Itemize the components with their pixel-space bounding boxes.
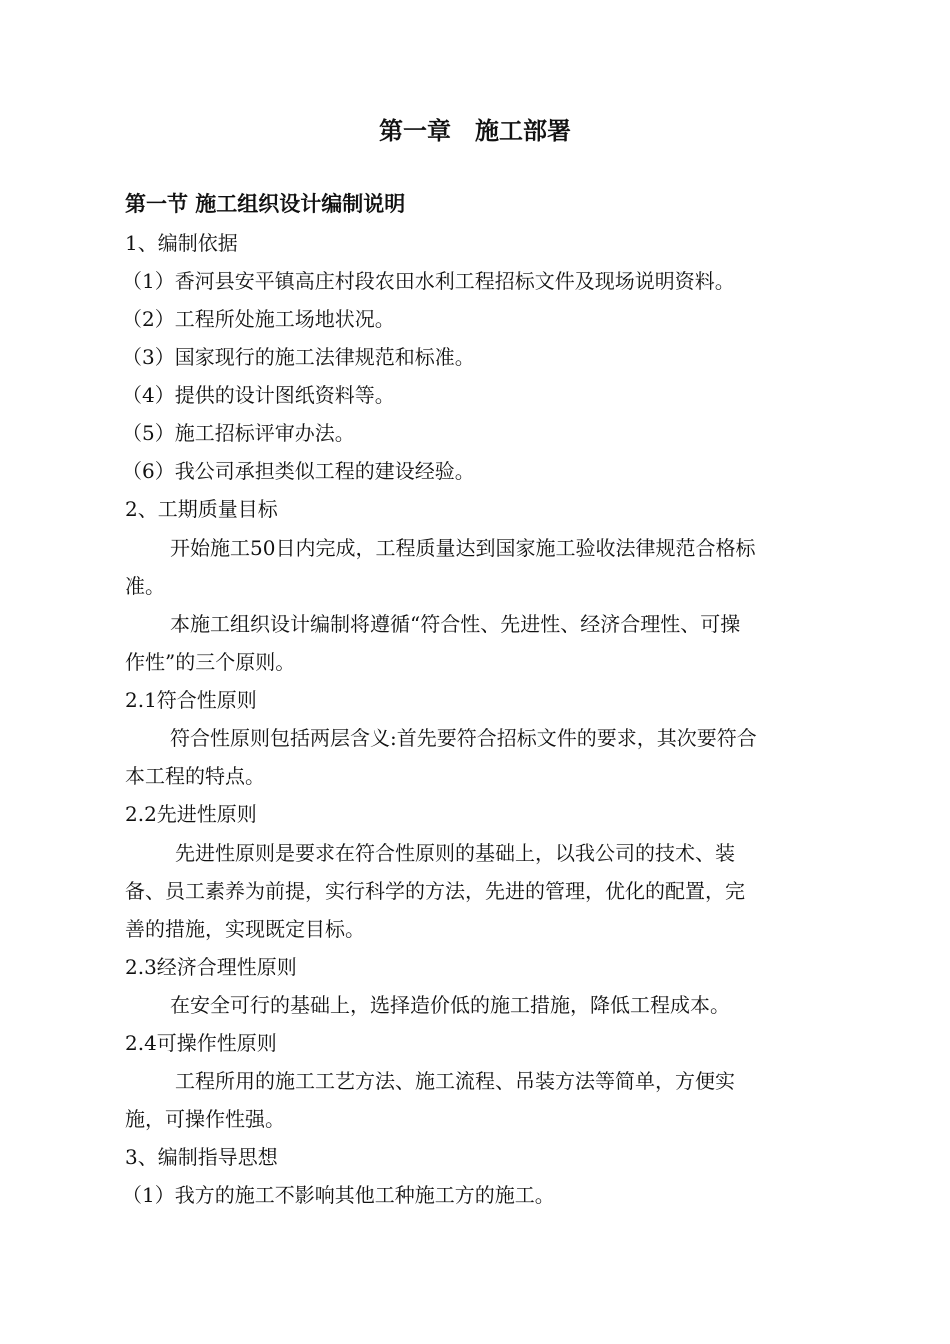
paragraph-line: 符合性原则包括两层含义:首先要符合招标文件的要求，其次要符合 — [170, 726, 757, 750]
paragraph-line: 备、员工素养为前提，实行科学的方法，先进的管理，优化的配置，完 — [125, 879, 745, 903]
heading-1: 1、编制依据 — [125, 231, 238, 255]
heading-2-2: 2.2先进性原则 — [125, 802, 257, 826]
paragraph-line: 施，可操作性强。 — [125, 1107, 285, 1131]
list-item: （6）我公司承担类似工程的建设经验。 — [122, 459, 475, 483]
list-item: （1）我方的施工不影响其他工种施工方的施工。 — [122, 1183, 555, 1207]
paragraph-line: 作性”的三个原则。 — [125, 650, 296, 674]
heading-2-3: 2.3经济合理性原则 — [125, 955, 297, 979]
list-item: （2）工程所处施工场地状况。 — [122, 307, 395, 331]
list-item: （3）国家现行的施工法律规范和标准。 — [122, 345, 475, 369]
paragraph-line: 先进性原则是要求在符合性原则的基础上，以我公司的技术、装 — [175, 841, 735, 865]
heading-2: 2、工期质量目标 — [125, 497, 278, 521]
paragraph-line: 善的措施，实现既定目标。 — [125, 917, 365, 941]
paragraph-line: 准。 — [125, 574, 165, 598]
heading-2-1: 2.1符合性原则 — [125, 688, 257, 712]
heading-3: 3、编制指导思想 — [125, 1145, 278, 1169]
paragraph-line: 本工程的特点。 — [125, 764, 265, 788]
list-item: （4）提供的设计图纸资料等。 — [122, 383, 395, 407]
paragraph-line: 本施工组织设计编制将遵循“符合性、先进性、经济合理性、可操 — [170, 612, 741, 636]
list-item: （1）香河县安平镇高庄村段农田水利工程招标文件及现场说明资料。 — [122, 269, 735, 293]
list-item: （5）施工招标评审办法。 — [122, 421, 355, 445]
paragraph-line: 工程所用的施工工艺方法、施工流程、吊装方法等简单，方便实 — [175, 1069, 735, 1093]
paragraph-line: 开始施工50日内完成，工程质量达到国家施工验收法律规范合格标 — [170, 536, 756, 560]
chapter-title: 第一章 施工部署 — [379, 117, 571, 145]
section-title: 第一节 施工组织设计编制说明 — [125, 192, 406, 216]
heading-2-4: 2.4可操作性原则 — [125, 1031, 277, 1055]
paragraph-line: 在安全可行的基础上，选择造价低的施工措施，降低工程成本。 — [170, 993, 730, 1017]
